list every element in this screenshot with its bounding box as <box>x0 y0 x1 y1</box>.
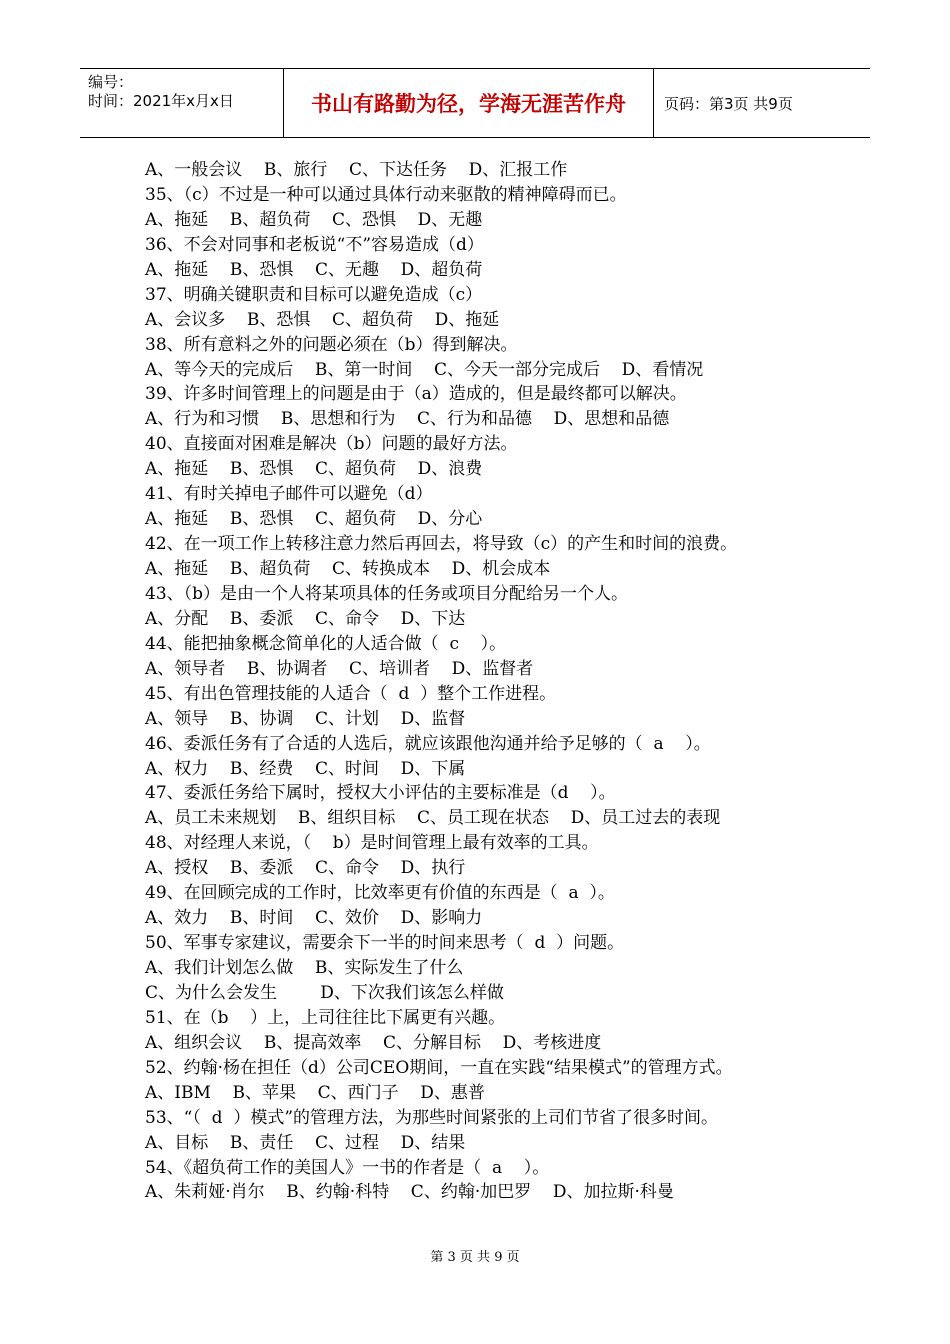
document-number-label: 编号： <box>88 73 134 91</box>
text-line: 37、明确关键职责和目标可以避免造成（c） <box>145 284 483 305</box>
document-date-label: 时间：2021年x月x日 <box>88 92 234 110</box>
text-line: 44、能把抽象概念简单化的人适合做（ c ）。 <box>145 633 507 654</box>
text-line: 54、《超负荷工作的美国人》一书的作者是（ a ）。 <box>145 1157 550 1178</box>
text-line: A、我们计划怎么做 B、实际发生了什么 <box>145 958 464 978</box>
text-line: 46、委派任务有了合适的人选后，就应该跟他沟通并给予足够的（ a ）。 <box>145 733 711 754</box>
page-footer: 第 3 页 共 9 页 <box>430 1250 520 1265</box>
text-line: 52、约翰·杨在担任（d）公司CEO期间，一直在实践“结果模式”的管理方式。 <box>145 1057 733 1078</box>
text-line: A、朱莉娅·肖尔 B、约翰·科特 C、约翰·加巴罗 D、加拉斯·科曼 <box>145 1182 674 1203</box>
text-line: A、拖延 B、超负荷 C、转换成本 D、机会成本 <box>145 559 551 579</box>
header-motto: 书山有路勤为径，学海无涯苦作舟 <box>283 69 654 137</box>
text-line: 45、有出色管理技能的人适合（ d ）整个工作进程。 <box>145 683 557 704</box>
text-line: 50、军事专家建议，需要余下一半的时间来思考（ d ）问题。 <box>145 933 625 954</box>
text-line: A、组织会议 B、提高效率 C、分解目标 D、考核进度 <box>145 1032 602 1053</box>
text-line: A、领导 B、协调 C、计划 D、监督 <box>145 708 466 729</box>
header-page-info: 页码：第3页 共9页 <box>664 94 793 113</box>
text-line: 39、许多时间管理上的问题是由于（a）造成的，但是最终都可以解决。 <box>145 384 687 405</box>
question-list <box>145 158 845 1205</box>
text-line: A、分配 B、委派 C、命令 D、下达 <box>145 608 466 629</box>
text-line: 53、“（ d ）模式”的管理方法，为那些时间紧张的上司们节省了很多时间。 <box>145 1107 719 1128</box>
text-line: 38、所有意料之外的问题必须在（b）得到解决。 <box>145 334 518 355</box>
text-line: A、目标 B、责任 C、过程 D、结果 <box>145 1132 466 1153</box>
text-line: 42、在一项工作上转移注意力然后再回去，将导致（c）的产生和时间的浪费。 <box>145 534 738 555</box>
text-line: A、会议多 B、恐惧 C、超负荷 D、拖延 <box>145 309 500 330</box>
text-line: A、授权 B、委派 C、命令 D、执行 <box>145 858 466 879</box>
text-line: 49、在回顾完成的工作时，比效率更有价值的东西是（ a ）。 <box>145 883 615 904</box>
text-line: 48、对经理人来说，（ b）是时间管理上最有效率的工具。 <box>145 833 599 854</box>
text-line: A、一般会议 B、旅行 C、下达任务 D、汇报工作 <box>145 160 568 180</box>
text-line: A、权力 B、经费 C、时间 D、下属 <box>145 758 466 779</box>
text-line: A、IBM B、苹果 C、西门子 D、惠普 <box>145 1082 485 1103</box>
text-line: A、员工未来规划 B、组织目标 C、员工现在状态 D、员工过去的表现 <box>145 808 721 829</box>
text-line: 36、不会对同事和老板说“不”容易造成（d） <box>145 234 484 255</box>
text-line: 43、（b）是由一个人将某项具体的任务或项目分配给另一个人。 <box>145 583 629 604</box>
page-header <box>80 68 870 138</box>
text-line: 47、委派任务给下属时，授权大小评估的主要标准是（d ）。 <box>145 783 616 804</box>
text-line: A、行为和习惯 B、思想和行为 C、行为和品德 D、思想和品德 <box>145 409 670 430</box>
text-line: A、拖延 B、恐惧 C、超负荷 D、浪费 <box>145 459 483 480</box>
text-line: 35、（c）不过是一种可以通过具体行动来驱散的精神障碍而已。 <box>145 184 627 205</box>
text-line: 40、直接面对困难是解决（b）问题的最好方法。 <box>145 434 518 455</box>
text-line: A、拖延 B、恐惧 C、无趣 D、超负荷 <box>145 259 483 280</box>
text-line: A、拖延 B、恐惧 C、超负荷 D、分心 <box>145 509 483 530</box>
text-line: C、为什么会发生 D、下次我们该怎么样做 <box>145 982 504 1003</box>
text-line: A、等今天的完成后 B、第一时间 C、今天一部分完成后 D、看情况 <box>145 359 704 380</box>
text-line: A、效力 B、时间 C、效价 D、影响力 <box>145 908 483 929</box>
text-line: 51、在（b ）上，上司往往比下属更有兴趣。 <box>145 1007 506 1028</box>
header-meta-cell <box>80 69 283 137</box>
text-line: A、拖延 B、超负荷 C、恐惧 D、无趣 <box>145 209 483 230</box>
text-line: A、领导者 B、协调者 C、培训者 D、监督者 <box>145 658 534 679</box>
text-line: 41、有时关掉电子邮件可以避免（d） <box>145 484 433 505</box>
